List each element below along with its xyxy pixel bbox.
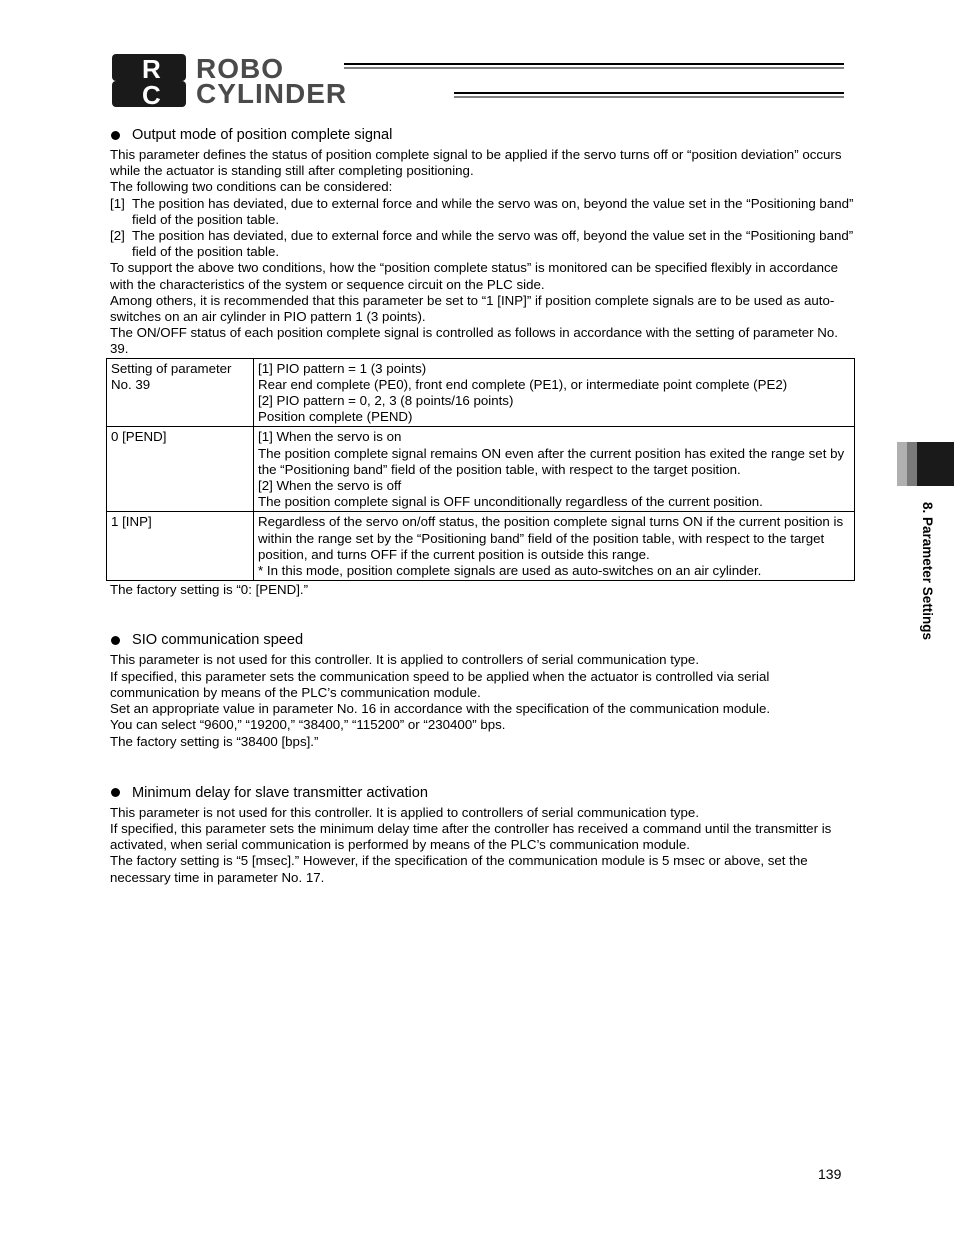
paragraph: The factory setting is “38400 [bps].” [110,733,319,749]
section-heading-sio-speed [110,631,855,649]
paragraph: The ON/OFF status of each position complete signal is controlled as follows in accordance with the setting of parameter No. 39. [110,325,838,357]
paragraph: Set an appropriate value in parameter No. 16 in accordance with the specification of the communication module. [110,701,771,717]
logo-graphic [112,52,852,108]
list-item [110,228,855,260]
cell-line: * In this mode, position complete signals are used as auto-switches on an air cylinder. [258,563,762,579]
chapter-side-label [920,502,940,672]
paragraph: To support the above two conditions, how the “position complete status” is monitored can be specified flexibly in accordance with the characteristics of the system or sequence circuit on the PLC side. [110,260,839,292]
page-content [110,126,855,886]
section-heading-text: SIO communication speed [132,632,304,649]
table-row [107,427,855,512]
logo-letter-r: R [142,54,161,84]
cell-line: Position complete (PEND) [258,409,413,425]
cell-line: [2] When the servo is off [258,478,402,494]
logo-letter-c: C [142,80,161,108]
table-cell: Setting of parameter No. 39 [107,358,254,427]
table-cell: 0 [PEND] [107,427,254,512]
bullet-icon [111,788,120,797]
table-row [107,358,855,427]
logo-word-robo: ROBO [196,53,284,84]
paragraph: The following two conditions can be considered: [110,179,393,195]
table-row [107,512,855,581]
logo-word-cylinder: CYLINDER [196,78,348,108]
parameter-settings-table [106,358,855,582]
table-cell: 1 [INP] [107,512,254,581]
table-cell [254,512,855,581]
robo-cylinder-logo [112,52,852,108]
section-heading-min-delay [110,784,855,802]
table-cell [254,427,855,512]
paragraph: If specified, this parameter sets the communication speed to be applied when the actuator is controlled via serial communication by means of the PLC’s communication module. [110,668,770,700]
list-item [110,196,855,228]
tab-stripe-dark [917,442,954,486]
paragraph: The factory setting is “5 [msec].” However, if the specification of the communication module is 5 msec or above, set the necessary time in parameter No. 17. [110,853,808,885]
table-cell [254,358,855,427]
bullet-icon [111,636,120,645]
cell-line: [2] PIO pattern = 0, 2, 3 (8 points/16 points) [258,393,514,409]
list-text: The position has deviated, due to external force and while the servo was on, beyond the value set in the “Positioning band” field of the position table. [132,195,854,227]
paragraph: This parameter is not used for this controller. It is applied to controllers of serial communication type. [110,652,700,668]
section-heading-text: Output mode of position complete signal [132,127,393,143]
cell-line: [1] When the servo is on [258,429,402,445]
cell-line: [1] PIO pattern = 1 (3 points) [258,360,427,376]
chapter-side-label-text: 8. Parameter Settings [920,502,935,641]
list-number: [2] [110,228,125,244]
cell-line: Regardless of the servo on/off status, the position complete signal turns ON if the current position is within the range set by the “Positioning band” field of the position table, with respect to the target position, and turns OFF if the current position is outside this range. [258,514,844,562]
chapter-tab-marker [897,442,954,486]
cell-line: The position complete signal is OFF unconditionally regardless of the current position. [258,494,763,510]
section-spacer [110,598,855,631]
tab-stripe-light [897,442,907,486]
section-heading-position-complete [110,126,855,144]
page-number: 139 [818,1166,842,1182]
factory-setting-note: The factory setting is “0: [PEND].” [110,582,309,598]
paragraph: This parameter defines the status of position complete signal to be applied if the servo turns off or “position deviation” occurs while the actuator is standing still after completing positioning. [110,147,842,179]
tab-stripe-mid [907,442,917,486]
section-spacer [110,750,855,784]
paragraph: If specified, this parameter sets the minimum delay time after the controller has received a command until the transmitter is activated, when serial communication is performed by means of the PLC’s communication module. [110,820,832,853]
paragraph: Among others, it is recommended that this parameter be set to “1 [INP]” if position complete signals are to be used as auto-switches on an air cylinder in PIO pattern 1 (3 points). [110,292,835,325]
paragraph: You can select “9600,” “19200,” “38400,” “115200” or “230400” bps. [110,717,506,733]
cell-line: The position complete signal remains ON even after the current position has exited the range set by the “Positioning band” field of the position table, with respect to the target position. [258,445,845,477]
bullet-icon [111,131,120,140]
cell-line: Rear end complete (PE0), front end complete (PE1), or intermediate point complete (PE2) [258,376,788,392]
paragraph: This parameter is not used for this controller. It is applied to controllers of serial communication type. [110,804,700,820]
list-text: The position has deviated, due to external force and while the servo was off, beyond the value set in the “Positioning band” field of the position table. [132,228,854,260]
section-heading-text: Minimum delay for slave transmitter activation [132,784,429,801]
list-number: [1] [110,195,125,211]
